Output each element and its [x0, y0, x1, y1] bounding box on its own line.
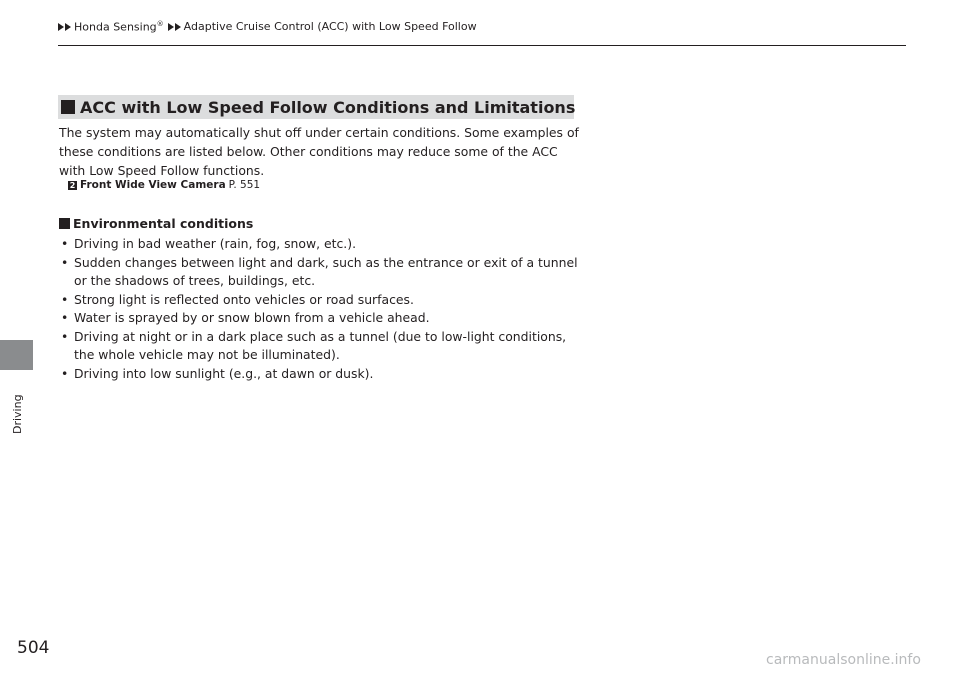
bullet-icon: • — [61, 310, 69, 325]
condition-list — [60, 235, 580, 383]
chapter-label: Driving — [11, 394, 24, 434]
bullet-icon: • — [61, 365, 69, 381]
bullet-icon: • — [61, 291, 69, 307]
reference-arrow-icon: 2 — [69, 180, 76, 190]
xref-title: Front Wide View Camera — [80, 179, 226, 191]
sub-heading-environmental — [59, 216, 253, 231]
list-item: • Sudden changes between light and dark, such as the entrance or exit of a tunnel or the shadows of trees, buildings, etc. — [61, 254, 578, 288]
breadcrumb-arrow-icon — [175, 23, 181, 31]
breadcrumb-arrow-icon — [168, 23, 174, 31]
section-title: ACC with Low Speed Follow Conditions and Limitations — [80, 97, 576, 117]
header-rule — [58, 45, 906, 46]
list-item: • Driving into low sunlight (e.g., at dawn or dusk). — [60, 365, 580, 384]
breadcrumb-item-honda-sensing[interactable]: Honda Sensing® — [74, 20, 164, 34]
xref-page: P. 551 — [228, 179, 261, 191]
bullet-icon: • — [61, 328, 69, 344]
list-item: • Water is sprayed by or snow blown from a vehicle ahead. — [60, 309, 580, 328]
section-header — [58, 95, 574, 119]
breadcrumb-arrow-icon — [65, 23, 71, 31]
breadcrumb-item-acc[interactable]: Adaptive Cruise Control (ACC) with Low Speed Follow — [183, 20, 477, 34]
sub-heading-text: Environmental conditions — [73, 216, 254, 231]
intro-paragraph: The system may automatically shut off under certain conditions. Some examples of these conditions are listed below. Other conditions may reduce some of the ACC with Low Speed Follow functions. — [59, 125, 579, 178]
bullet-icon: • — [61, 236, 69, 251]
square-icon — [61, 100, 75, 114]
chapter-tab — [0, 340, 33, 370]
list-item: • Driving at night or in a dark place such as a tunnel (due to low-light conditions, the whole vehicle may not be illuminated). — [61, 328, 567, 362]
breadcrumb-arrow-icon — [58, 23, 64, 31]
list-item: • Driving in bad weather (rain, fog, snow, etc.). — [60, 235, 580, 254]
cross-reference-link[interactable] — [68, 179, 260, 191]
list-item: • Strong light is reflected onto vehicles or road surfaces. — [60, 291, 580, 310]
square-icon — [59, 218, 70, 229]
bullet-icon: • — [61, 254, 69, 270]
breadcrumb — [58, 20, 477, 34]
watermark: carmanualsonline.info — [766, 652, 921, 668]
page-number: 504 — [17, 638, 50, 658]
